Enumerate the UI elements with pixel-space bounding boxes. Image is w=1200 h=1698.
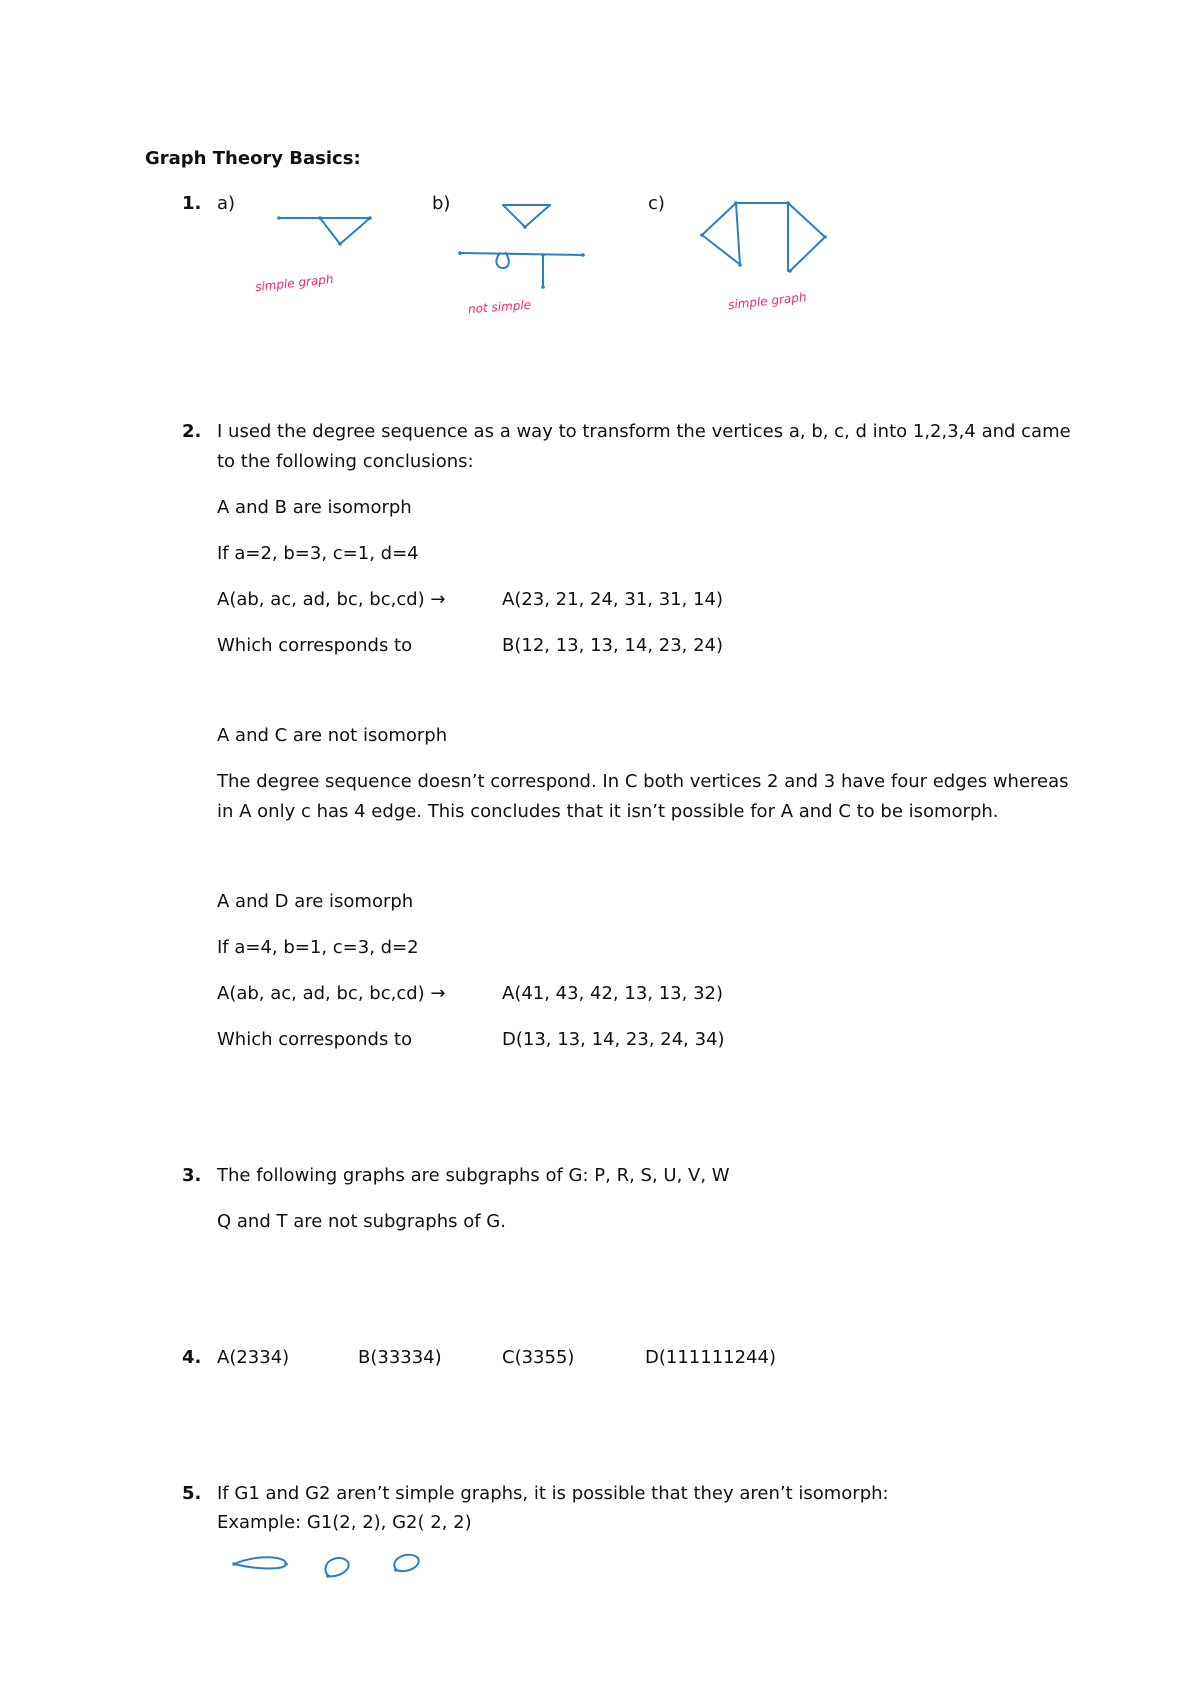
q4-item-b: B(33334) xyxy=(358,1347,442,1368)
q1-label-b: b) xyxy=(432,193,451,214)
q2-ad-corr-left: Which corresponds to xyxy=(217,1029,413,1050)
q5-number: 5. xyxy=(182,1483,202,1504)
sketch-graph-b xyxy=(448,195,598,295)
q2-ad-edges-right: A(41, 43, 42, 13, 13, 32) xyxy=(502,983,724,1004)
sketch-graph-a xyxy=(275,200,385,260)
q1-label-c: c) xyxy=(648,193,665,214)
q2-intro-line2: to the following conclusions: xyxy=(217,451,474,472)
q2-ab-corr-right: B(12, 13, 13, 14, 23, 24) xyxy=(502,635,724,656)
q5-line1: If G1 and G2 aren’t simple graphs, it is possible that they aren’t isomorph: xyxy=(217,1483,889,1504)
q2-ad-corr-right: D(13, 13, 14, 23, 24, 34) xyxy=(502,1029,725,1050)
q2-ad-heading: A and D are isomorph xyxy=(217,891,414,912)
q4-number: 4. xyxy=(182,1347,202,1368)
q5-line2: Example: G1(2, 2), G2( 2, 2) xyxy=(217,1512,472,1533)
note-c: simple graph xyxy=(727,289,808,313)
q2-ac-text-line2: in A only c has 4 edge. This concludes that it isn’t possible for A and C to be isomorph. xyxy=(217,801,999,822)
sketch-graph-c xyxy=(690,195,840,285)
note-a: simple graph xyxy=(254,271,335,295)
q2-intro-line1: I used the degree sequence as a way to transform the vertices a, b, c, d into 1,2,3,4 and came xyxy=(217,421,1071,442)
q2-ac-heading: A and C are not isomorph xyxy=(217,725,448,746)
q4-item-d: D(111111244) xyxy=(645,1347,776,1368)
q3-number: 3. xyxy=(182,1165,202,1186)
q1-label-a: a) xyxy=(217,193,236,214)
q2-number: 2. xyxy=(182,421,202,442)
q2-ab-mapping: If a=2, b=3, c=1, d=4 xyxy=(217,543,419,564)
q2-ad-edges-left: A(ab, ac, ad, bc, bc,cd) → xyxy=(217,983,446,1004)
q1-number: 1. xyxy=(182,193,202,214)
q2-ac-text-line1: The degree sequence doesn’t correspond. In C both vertices 2 and 3 have four edges whereas xyxy=(217,771,1069,792)
sketch-q5-examples xyxy=(228,1548,438,1588)
q2-ab-edges-left: A(ab, ac, ad, bc, bc,cd) → xyxy=(217,589,446,610)
q2-ab-edges-right: A(23, 21, 24, 31, 31, 14) xyxy=(502,589,724,610)
q2-ab-corr-left: Which corresponds to xyxy=(217,635,413,656)
q3-line2: Q and T are not subgraphs of G. xyxy=(217,1211,506,1232)
q4-item-c: C(3355) xyxy=(502,1347,575,1368)
q3-line1: The following graphs are subgraphs of G: P, R, S, U, V, W xyxy=(217,1165,730,1186)
note-b: not simple xyxy=(467,297,532,317)
q2-ad-mapping: If a=4, b=1, c=3, d=2 xyxy=(217,937,419,958)
q2-ab-heading: A and B are isomorph xyxy=(217,497,412,518)
page-title: Graph Theory Basics: xyxy=(145,148,361,169)
q4-item-a: A(2334) xyxy=(217,1347,290,1368)
